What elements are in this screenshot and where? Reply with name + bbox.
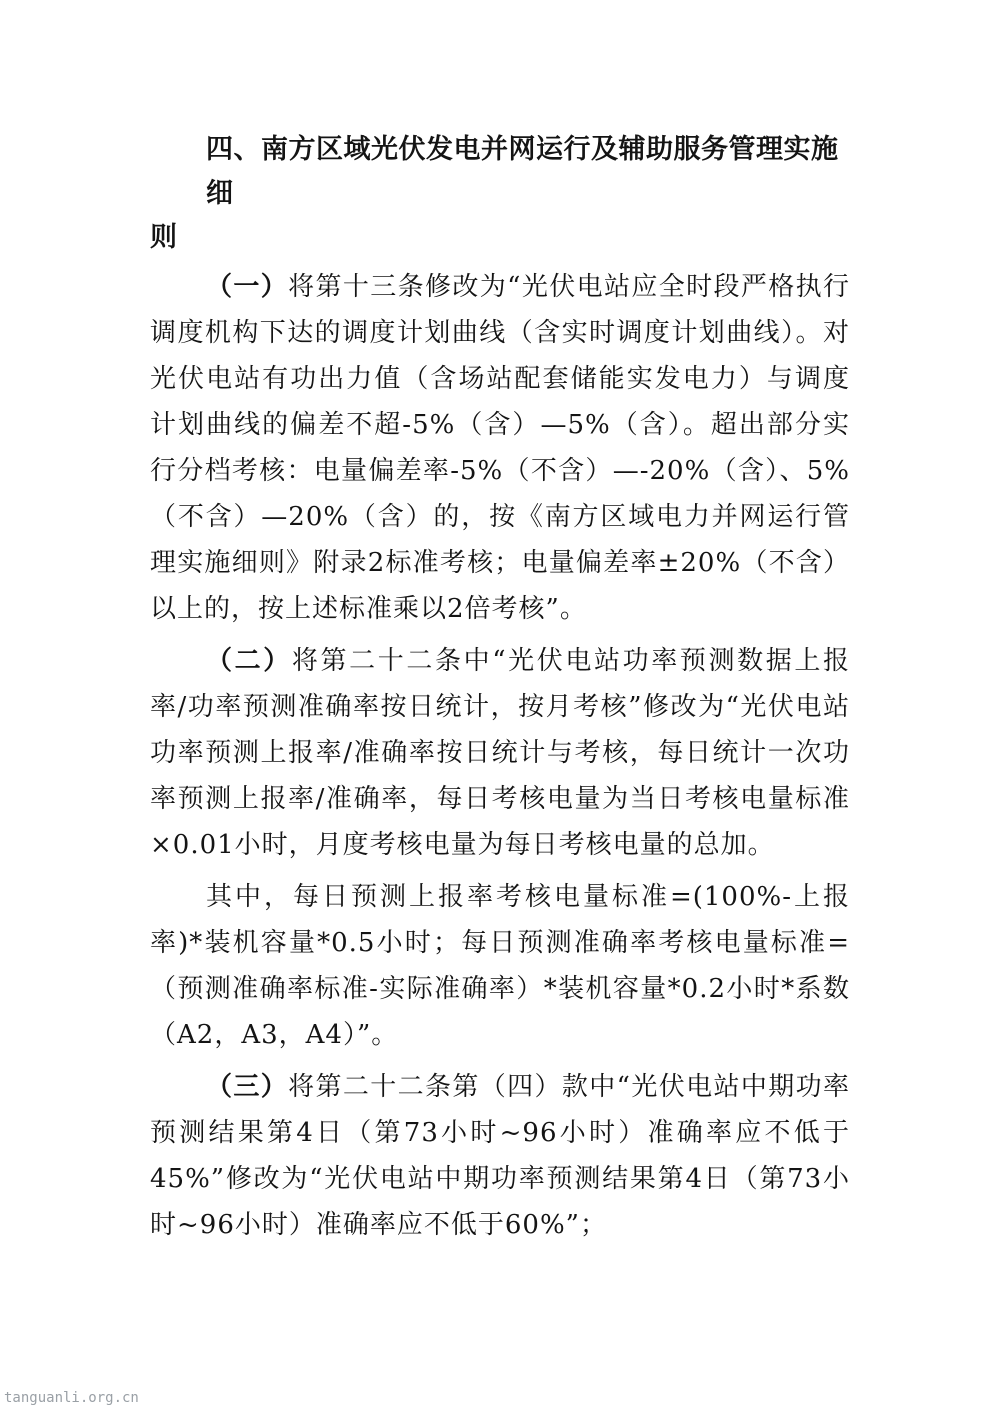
paragraph-lead: （一）: [206, 272, 289, 302]
document-page: [150, 128, 850, 1248]
paragraph-lead: （二）: [206, 646, 292, 676]
watermark: tanguanli.org.cn: [4, 1390, 139, 1406]
section-heading: [150, 128, 850, 260]
paragraph-article-22: [150, 638, 850, 868]
paragraph-text: 将第二十二条第（四）款中“光伏电站中期功率预测结果第4日（第73小时~96小时）准确率应不低于45%”修改为“光伏电站中期功率预测结果第4日（第73小时~96小时）准确率应不低于60%”；: [150, 1072, 850, 1240]
section-heading-line1: 四、南方区域光伏发电并网运行及辅助服务管理实施细: [206, 134, 839, 209]
paragraph-article-13: [150, 264, 850, 632]
paragraph-article-22-clause-4: [150, 1064, 850, 1248]
paragraph-text: 将第十三条修改为“光伏电站应全时段严格执行调度机构下达的调度计划曲线（含实时调度计划曲线）。对光伏电站有功出力值（含场站配套储能实发电力）与调度计划曲线的偏差不超-5%（含）—5%（含）。超出部分实行分档考核：电量偏差率-5%（不含）—-20%（含）、5%（不含）—20%（含）的，按《南方区域电力并网运行管理实施细则》附录2标准考核；电量偏差率±20%（不含）以上的，按上述标准乘以2倍考核”。: [150, 272, 850, 624]
paragraph-lead: （三）: [206, 1072, 289, 1102]
paragraph-text: 将第二十二条中“光伏电站功率预测数据上报率/功率预测准确率按日统计，按月考核”修改为“光伏电站功率预测上报率/准确率按日统计与考核，每日统计一次功率预测上报率/准确率，每日考核电量为当日考核电量标准×0.01小时，月度考核电量为每日考核电量的总加。: [150, 646, 850, 860]
paragraph-text: 其中，每日预测上报率考核电量标准=(100%-上报率)*装机容量*0.5小时；每日预测准确率考核电量标准=（预测准确率标准-实际准确率）*装机容量*0.2小时*系数（A2，A3，A4）”。: [150, 882, 850, 1050]
paragraph-formula: [150, 874, 850, 1058]
section-heading-line2: 则: [150, 222, 178, 253]
